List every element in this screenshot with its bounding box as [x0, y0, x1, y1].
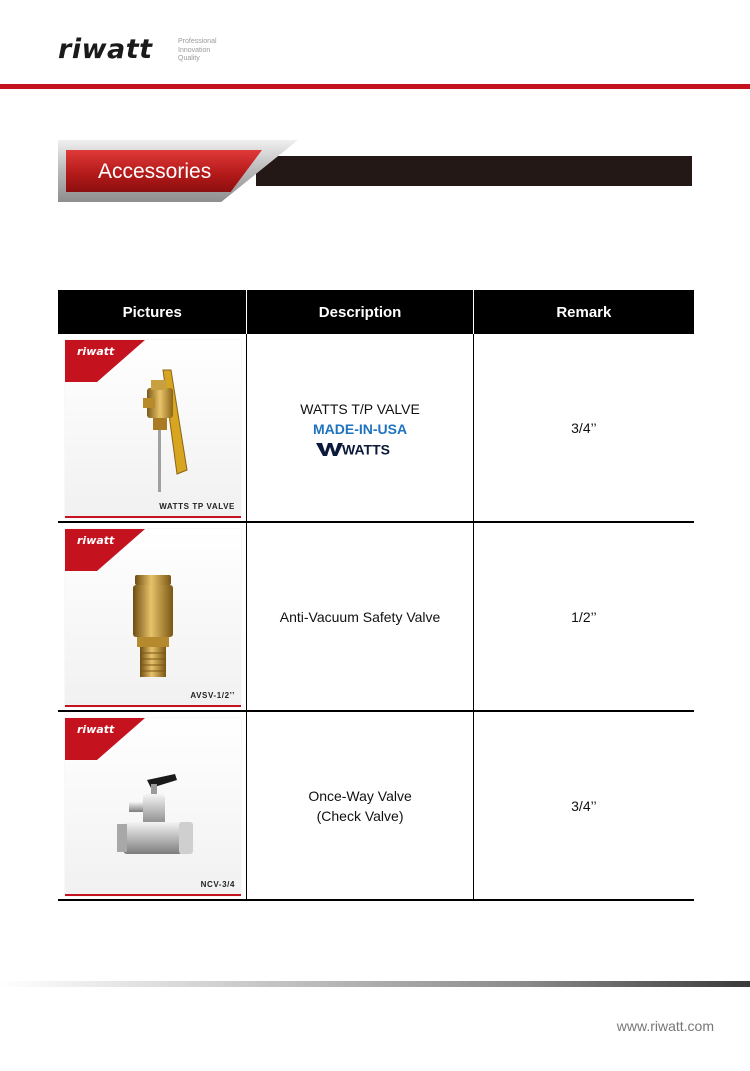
product-image-avsv [65, 529, 241, 707]
remark-cell: 3/4’’ [473, 712, 694, 899]
brand-logo-text: riwatt [58, 34, 153, 65]
description-cell [246, 334, 472, 521]
section-title: Accessories [98, 160, 212, 183]
accessories-table [58, 290, 694, 901]
brand-ribbon-text: riwatt [77, 534, 115, 547]
table-row [58, 334, 694, 523]
table-row [58, 523, 694, 712]
description-cell [246, 712, 472, 899]
picture-cell [58, 334, 246, 521]
tagline-line: Quality [178, 55, 200, 62]
remark-cell: 1/2’’ [473, 523, 694, 710]
tagline-line: Professional [178, 38, 217, 45]
product-image-label: AVSV-1/2’’ [190, 691, 235, 700]
section-banner-bar [256, 156, 692, 186]
brand-ribbon-text: riwatt [77, 345, 115, 358]
footer-url[interactable]: www.riwatt.com [616, 1018, 714, 1034]
footer-divider [0, 981, 750, 987]
brand-logo [58, 34, 153, 65]
column-header-description: Description [246, 290, 472, 334]
picture-cell [58, 523, 246, 710]
description-cell [246, 523, 472, 710]
table-header [58, 290, 694, 334]
description-line: WATTS T/P VALVE [300, 400, 420, 417]
made-in-usa-text: MADE-IN-USA [313, 420, 408, 437]
picture-cell [58, 712, 246, 899]
tagline-line: Innovation [178, 46, 211, 54]
product-image-label: NCV-3/4 [200, 880, 235, 889]
header-divider [0, 84, 750, 89]
column-header-pictures: Pictures [122, 303, 182, 321]
tagline [178, 38, 217, 64]
watts-logo [316, 441, 404, 457]
product-image-ncv [65, 718, 241, 896]
remark-cell: 3/4’’ [473, 334, 694, 521]
description-line: Once-Way Valve [308, 787, 412, 804]
product-image-watts-tp-valve [65, 340, 241, 518]
description-line: (Check Valve) [316, 807, 404, 824]
description-line: Anti-Vacuum Safety Valve [279, 608, 441, 625]
brand-ribbon-text: riwatt [77, 723, 115, 736]
watts-logo-text: WATTS [342, 441, 391, 457]
table-row [58, 712, 694, 901]
product-image-label: WATTS TP VALVE [159, 502, 235, 511]
column-header-remark: Remark [473, 290, 694, 334]
